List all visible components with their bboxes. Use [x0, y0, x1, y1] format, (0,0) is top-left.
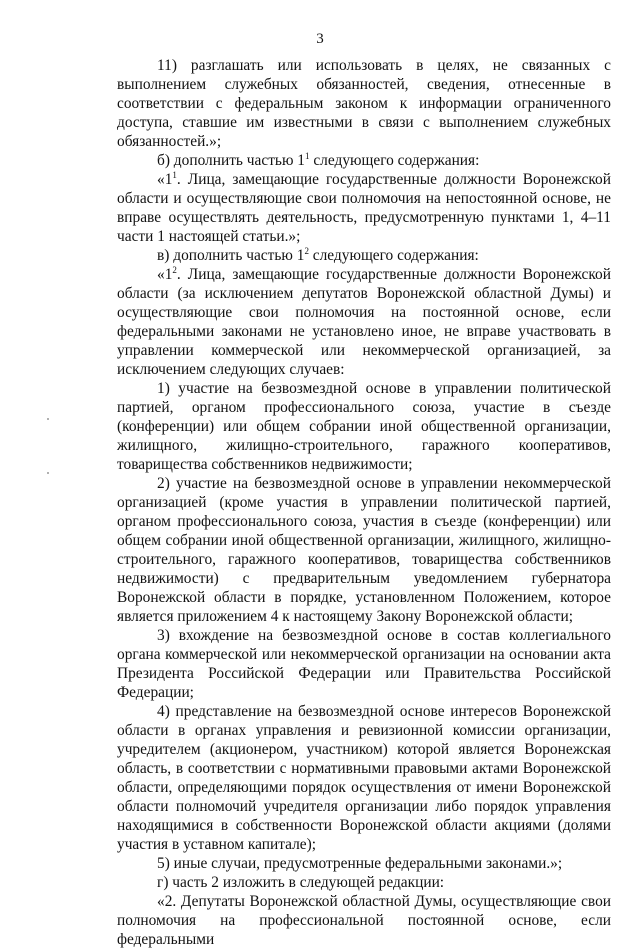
paragraph-case-3: 3) вхождение на безвозмездной основе в состав коллегиального органа коммерческой или некоммерческой организации на основании акта Президента Российской Федерации или Правительства Российской Федерации;	[117, 627, 611, 701]
page-number: 3	[316, 31, 324, 47]
superscript: 2	[304, 245, 309, 256]
text-fragment: «1	[157, 171, 173, 188]
paragraph-case-4: 4) представление на безвозмездной основе интересов Воронежской области в органах управления и ревизионной комиссии организации, учредителем (акционером, участником) которой является Воронежская область, в соответствии с нормативными правовыми актами Воронежской области, определяющими порядок осуществления от имени Воронежской области полномочий учредителя организации либо порядок управления находящимися в собственности Воронежской области акциями (долями участия в уставном капитале);	[117, 703, 611, 853]
text-fragment: . Лица, замещающие государственные должности Воронежской области и осуществляющие свои полномочия на непостоянной основе, не вправе осуществлять деятельность, предусмотренную пунктами 1, 4–11 части 1 настоящей статьи.»;	[117, 171, 611, 245]
paragraph-amend-g: г) часть 2 изложить в следующей редакции:	[157, 874, 445, 891]
paragraph-part-1-1	[117, 170, 611, 246]
text-fragment: . Лица, замещающие государственные должности Воронежской области (за исключением депутатов Воронежской областной Думы) и осуществляющие свои полномочия на постоянной основе, если федеральными законами не установлено иное, не вправе участвовать в управлении коммерческой или некоммерческой организацией, за исключением следующих случаев:	[117, 266, 611, 378]
paragraph-case-1: 1) участие на безвозмездной основе в управлении политической партией, органом профессионального союза, участие в съезде (конференции) или общем собрании иной общественной организации, жилищного, жилищно-строительного, гаражного кооперативов, товарищества собственников недвижимости;	[117, 380, 611, 473]
scan-speck	[47, 418, 49, 420]
superscript: 1	[172, 169, 177, 180]
superscript: 1	[305, 150, 310, 161]
paragraph-case-5: 5) иные случаи, предусмотренные федеральными законами.»;	[157, 855, 563, 872]
superscript: 2	[172, 264, 177, 275]
text-fragment: «1	[157, 266, 173, 283]
text-fragment: следующего содержания:	[309, 152, 480, 169]
paragraph-amend-b	[117, 151, 611, 170]
paragraph-case-2: 2) участие на безвозмездной основе в управлении некоммерческой организацией (кроме участия в управлении политической партией, органом профессионального союза, участия в съезде (конференции) или общем собрании иной общественной организации, жилищного, жилищно-строительного, гаражного кооперативов, товарищества собственников недвижимости) с предварительным уведомлением губернатора Воронежской области в порядке, установленном Положением, которое является приложением 4 к настоящему Закону Воронежской области;	[117, 475, 611, 625]
text-fragment: следующего содержания:	[308, 247, 479, 264]
text-fragment: б) дополнить частью 1	[157, 152, 305, 169]
scan-speck	[47, 472, 49, 474]
text-fragment: в) дополнить частью 1	[157, 247, 305, 264]
document-body	[117, 56, 611, 949]
paragraph-part-1-2	[117, 265, 611, 379]
paragraph-amend-v	[117, 246, 611, 265]
paragraph-part-2: «2. Депутаты Воронежской областной Думы, осуществляющие свои полномочия на профессиональной постоянной основе, если федеральными	[117, 893, 611, 948]
paragraph-item-11: 11) разглашать или использовать в целях, не связанных с выполнением служебных обязанностей, сведения, отнесенные в соответствии с федеральным законом к информации ограниченного доступа, ставшие им известными в связи с выполнением служебных обязанностей.»;	[117, 57, 611, 150]
